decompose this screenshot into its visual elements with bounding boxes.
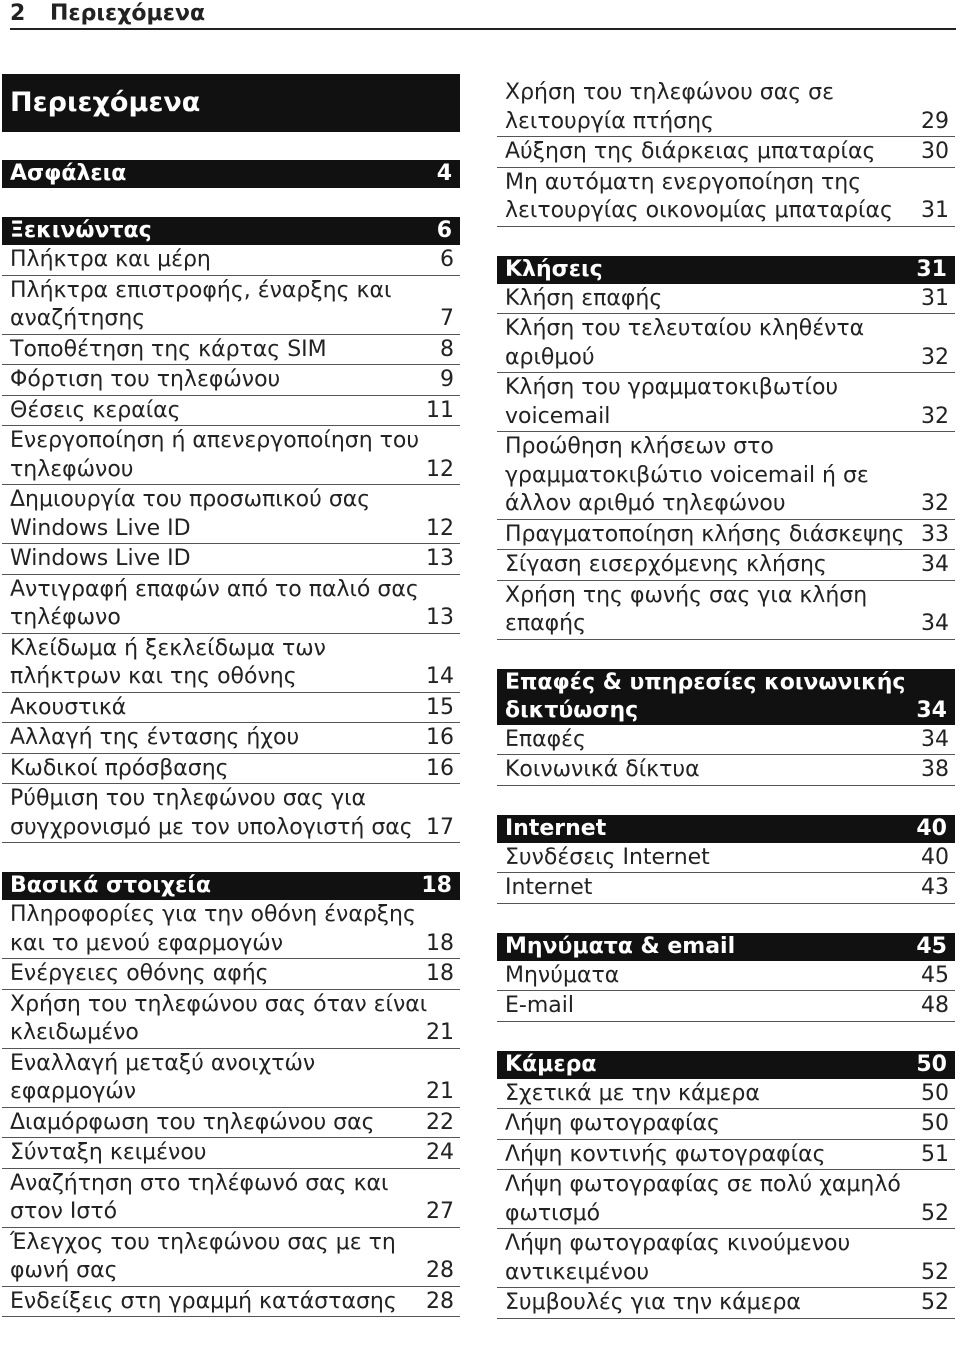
entry-last-line [505, 285, 949, 314]
entry-title-line: Ενεργοποίηση ή απενεργοποίηση του [10, 428, 420, 453]
toc-entry [2, 545, 460, 575]
entry-page: 32 [921, 403, 949, 429]
entry-title-line: Χρήση της φωνής σας για κλήση [505, 582, 868, 608]
toc-entry [497, 1171, 955, 1229]
entry-title-line: Windows Live ID [10, 515, 191, 541]
entry-last-line [10, 1019, 454, 1048]
entry-last-line [505, 1110, 949, 1139]
entry-last-line [10, 397, 454, 426]
entry-title-line: Λήψη φωτογραφίας [505, 1111, 720, 1136]
toc-entry [2, 901, 460, 959]
section-title-cont: δικτύωσης [505, 697, 639, 723]
entry-last-line [505, 726, 949, 755]
toc-section [497, 815, 955, 904]
entry-last-line [505, 490, 949, 519]
entry-page: 16 [426, 755, 454, 781]
entry-title-line: κλειδωμένο [10, 1020, 139, 1045]
entry-page: 33 [921, 521, 949, 547]
entry-page: 43 [921, 875, 949, 900]
entry-page: 9 [440, 367, 454, 392]
toc-right-column [497, 78, 955, 1348]
toc-entry [2, 1229, 460, 1287]
toc-entry [2, 277, 460, 335]
entry-page: 52 [921, 1290, 949, 1315]
entry-title-line: τηλέφωνο [10, 605, 121, 630]
header-title: Περιεχόμενα [50, 1, 206, 26]
section-title: Βασικά στοιχεία [10, 873, 211, 898]
entry-title-line: αναζήτησης [10, 306, 146, 331]
section-heading [497, 669, 955, 725]
entry-title-line: Λήψη κοντινής φωτογραφίας [505, 1141, 826, 1167]
section-heading [2, 217, 460, 245]
toc-section [2, 160, 460, 188]
section-page: 4 [436, 161, 452, 186]
toc-entry [2, 991, 460, 1049]
toc-section [497, 669, 955, 786]
entry-title-line: εφαρμογών [10, 1079, 137, 1104]
entry-page: 21 [426, 1079, 454, 1104]
entry-page: 13 [426, 546, 454, 571]
entry-title-line: Αντιγραφή επαφών από το παλιό σας [10, 576, 419, 602]
entry-last-line [505, 756, 949, 785]
toc-entry [497, 1110, 955, 1140]
toc-entry [497, 551, 955, 581]
section-page: 45 [916, 933, 947, 959]
toc-section [2, 872, 460, 1317]
toc-entry [2, 576, 460, 634]
section-heading [497, 256, 955, 284]
entry-title-line: Πραγματοποίηση κλήσης διάσκεψης [505, 521, 905, 547]
toc-entry [2, 336, 460, 366]
entry-title-line: Λήψη φωτογραφίας σε πολύ χαμηλό [505, 1172, 901, 1197]
toc-entry [497, 1230, 955, 1288]
entry-last-line [505, 197, 949, 226]
section-title: Κάμερα [505, 1051, 597, 1077]
entry-title-line: Αύξηση της διάρκειας μπαταρίας [505, 139, 876, 164]
entry-title-line: Internet [505, 875, 593, 900]
entry-page: 52 [921, 1200, 949, 1226]
entry-last-line [10, 246, 454, 275]
entry-title-line: πλήκτρων και της οθόνης [10, 664, 297, 689]
entry-title-line: Μηνύματα [505, 962, 620, 988]
section-heading [2, 160, 460, 188]
entry-page: 50 [921, 1080, 949, 1106]
entry-title-line: λειτουργίας οικονομίας μπαταρίας [505, 198, 893, 223]
entry-title-line: Κλήση του γραμματοκιβωτίου [505, 375, 839, 400]
toc-section [497, 79, 955, 227]
toc-entry [2, 635, 460, 693]
entry-page: 17 [426, 814, 454, 840]
entry-last-line [10, 1109, 454, 1138]
entry-page: 29 [921, 108, 949, 134]
toc-entry [497, 79, 955, 137]
toc-entry [497, 433, 955, 520]
entry-page: 31 [921, 285, 949, 311]
entry-title-line: voicemail [505, 403, 611, 429]
entry-page: 14 [426, 664, 454, 689]
entry-title-line: Μη αυτόματη ενεργοποίηση της [505, 169, 862, 195]
toc-left-column [2, 74, 460, 1346]
entry-title-line: Πλήκτρα και μέρη [10, 247, 211, 272]
entry-title-line: Χρήση του τηλεφώνου σας σε [505, 80, 834, 105]
entry-title-line: Κλείδωμα ή ξεκλείδωμα των [10, 635, 326, 661]
entry-title-line: φωνή σας [10, 1258, 118, 1283]
entry-title-line: Έλεγχος του τηλεφώνου σας με τη [10, 1229, 396, 1255]
entry-last-line [10, 1078, 454, 1107]
toc-entry [2, 1109, 460, 1139]
entry-last-line [10, 814, 454, 843]
entry-last-line [10, 1257, 454, 1286]
entry-last-line [10, 604, 454, 633]
entry-title-line: Προώθηση κλήσεων στο [505, 434, 774, 459]
entry-page: 28 [426, 1258, 454, 1283]
entry-last-line [10, 545, 454, 574]
entry-last-line [505, 1289, 949, 1318]
section-title: Ασφάλεια [10, 161, 127, 186]
entry-page: 15 [426, 694, 454, 720]
entry-title-line: Ενέργειες οθόνης αφής [10, 961, 269, 986]
toc-entry [2, 1170, 460, 1228]
entry-page: 27 [426, 1199, 454, 1224]
toc-entry [2, 427, 460, 485]
entry-title-line: Windows Live ID [10, 546, 191, 571]
entry-last-line [10, 1139, 454, 1168]
entry-title-line: στον Ιστό [10, 1199, 118, 1224]
toc-section [497, 933, 955, 1022]
toc-entry [497, 1289, 955, 1319]
entry-last-line [505, 403, 949, 432]
section-page: 50 [916, 1051, 947, 1077]
entry-title-line: Συνδέσεις Internet [505, 844, 710, 870]
section-page: 6 [436, 218, 452, 243]
entry-title-line: Πλήκτρα επιστροφής, έναρξης και [10, 277, 392, 303]
entry-page: 32 [921, 344, 949, 370]
entry-page: 38 [921, 757, 949, 782]
entry-title-line: Ακουστικά [10, 694, 127, 720]
entry-page: 11 [426, 397, 454, 423]
entry-page: 52 [921, 1259, 949, 1285]
entry-title-line: E-mail [505, 993, 574, 1018]
right-sections [497, 79, 955, 1319]
section-heading [2, 872, 460, 900]
toc-entry [2, 1139, 460, 1169]
entry-last-line [10, 755, 454, 784]
toc-entry [2, 246, 460, 276]
section-heading [497, 815, 955, 843]
entry-last-line [10, 366, 454, 395]
section-page: 40 [916, 815, 947, 841]
entry-last-line [10, 305, 454, 334]
entry-title-line: Δημιουργία του προσωπικού σας [10, 487, 371, 512]
entry-page: 22 [426, 1109, 454, 1135]
entry-page: 32 [921, 491, 949, 516]
toc-entry [497, 374, 955, 432]
entry-last-line [10, 724, 454, 753]
entry-title-line: Κωδικοί πρόσβασης [10, 755, 229, 781]
toc-entry [497, 169, 955, 227]
entry-title-line: τηλεφώνου [10, 456, 134, 482]
section-heading-line [505, 669, 947, 697]
entry-page: 48 [921, 993, 949, 1018]
entry-last-line [505, 610, 949, 639]
entry-last-line [505, 344, 949, 373]
entry-last-line [505, 1080, 949, 1109]
toc-entry [2, 960, 460, 990]
entry-last-line [10, 1288, 454, 1317]
entry-page: 34 [921, 611, 949, 636]
entry-last-line [505, 551, 949, 580]
toc-entry [2, 1050, 460, 1108]
entry-page: 34 [921, 726, 949, 752]
entry-title-line: Σίγαση εισερχόμενης κλήσης [505, 552, 827, 577]
section-page: 31 [916, 256, 947, 282]
entry-page: 12 [426, 456, 454, 482]
toc-entry [2, 755, 460, 785]
toc-entry [2, 366, 460, 396]
toc-entry [2, 397, 460, 427]
entry-page: 12 [426, 515, 454, 541]
entry-title-line: Λήψη φωτογραφίας κινούμενου [505, 1231, 851, 1256]
entry-last-line [505, 844, 949, 873]
entry-last-line [505, 521, 949, 550]
toc-entry [497, 138, 955, 168]
entry-page: 50 [921, 1111, 949, 1136]
section-title: Μηνύματα & email [505, 933, 736, 959]
entry-last-line [10, 336, 454, 365]
entry-title-line: Αλλαγή της έντασης ήχου [10, 725, 300, 750]
section-page: 18 [421, 873, 452, 898]
toc-section [2, 217, 460, 843]
entry-last-line [505, 992, 949, 1021]
entry-page: 34 [921, 552, 949, 577]
entry-title-line: Αναζήτηση στο τηλέφωνό σας και [10, 1170, 389, 1196]
toc-entry [2, 785, 460, 843]
entry-title-line: Κλήση επαφής [505, 285, 663, 311]
entry-last-line [10, 515, 454, 544]
toc-entry [497, 874, 955, 904]
page-header [10, 0, 956, 30]
toc-entry [2, 1288, 460, 1318]
entry-title-line: Φόρτιση του τηλεφώνου [10, 367, 281, 392]
entry-title-line: Ρύθμιση του τηλεφώνου σας για [10, 786, 367, 811]
entry-title-line: άλλον αριθμό τηλεφώνου [505, 491, 786, 516]
section-heading [497, 933, 955, 961]
entry-title-line: και το μενού εφαρμογών [10, 930, 284, 956]
section-title: Internet [505, 815, 607, 841]
section-title: Επαφές & υπηρεσίες κοινωνικής [505, 669, 906, 695]
entry-last-line [505, 1259, 949, 1288]
toc-entry [497, 521, 955, 551]
toc-section [497, 256, 955, 640]
entry-page: 7 [440, 306, 454, 331]
entry-page: 28 [426, 1288, 454, 1314]
entry-title-line: Τοποθέτηση της κάρτας SIM [10, 336, 327, 362]
entry-title-line: λειτουργία πτήσης [505, 108, 714, 134]
section-title: Ξεκινώντας [10, 218, 152, 243]
entry-title-line: Χρήση του τηλεφώνου σας όταν είναι [10, 991, 428, 1017]
entry-title-line: γραμματοκιβώτιο voicemail ή σε [505, 462, 869, 488]
entry-title-line: Σύνταξη κειμένου [10, 1140, 207, 1165]
toc-entry [497, 1080, 955, 1110]
entry-title-line: Συμβουλές για την κάμερα [505, 1290, 801, 1315]
entry-last-line [505, 1141, 949, 1170]
entry-title-line: συγχρονισμό με τον υπολογιστή σας [10, 814, 413, 840]
toc-entry [2, 486, 460, 544]
page-number: 2 [10, 1, 26, 26]
toc-entry [2, 724, 460, 754]
toc-entry [497, 315, 955, 373]
entry-title-line: Εναλλαγή μεταξύ ανοιχτών [10, 1050, 316, 1076]
entry-page: 31 [921, 198, 949, 223]
entry-page: 30 [921, 139, 949, 164]
entry-title-line: Διαμόρφωση του τηλεφώνου σας [10, 1109, 375, 1135]
section-title: Κλήσεις [505, 256, 603, 282]
entry-page: 45 [921, 962, 949, 988]
entry-last-line [10, 960, 454, 989]
section-heading-line [505, 697, 947, 725]
toc-entry [497, 756, 955, 786]
entry-title-line: Κοινωνικά δίκτυα [505, 757, 700, 782]
entry-title-line: Κλήση του τελευταίου κληθέντα [505, 316, 865, 341]
entry-title-line: επαφής [505, 611, 587, 636]
entry-page: 18 [426, 930, 454, 956]
entry-page: 13 [426, 605, 454, 630]
entry-title-line: Ενδείξεις στη γραμμή κατάστασης [10, 1288, 397, 1314]
entry-last-line [505, 874, 949, 903]
entry-title-line: Θέσεις κεραίας [10, 397, 181, 423]
entry-last-line [505, 1200, 949, 1229]
entry-page: 16 [426, 725, 454, 750]
section-page: 34 [916, 697, 947, 723]
toc-entry [497, 726, 955, 756]
toc-entry [497, 1141, 955, 1171]
entry-last-line [10, 1198, 454, 1227]
entry-page: 6 [440, 247, 454, 272]
entry-last-line [505, 108, 949, 137]
entry-title-line: αντικειμένου [505, 1259, 650, 1285]
entry-last-line [10, 456, 454, 485]
toc-section [497, 1051, 955, 1319]
entry-last-line [10, 663, 454, 692]
section-heading [497, 1051, 955, 1079]
entry-page: 18 [426, 961, 454, 986]
toc-entry [497, 285, 955, 315]
entry-last-line [10, 694, 454, 723]
entry-page: 21 [426, 1020, 454, 1045]
entry-page: 51 [921, 1141, 949, 1167]
entry-last-line [505, 962, 949, 991]
entry-title-line: Επαφές [505, 726, 586, 752]
toc-title: Περιεχόμενα [2, 74, 460, 132]
toc-entry [2, 694, 460, 724]
entry-last-line [505, 138, 949, 167]
entry-title-line: φωτισμό [505, 1200, 601, 1226]
toc-entry [497, 992, 955, 1022]
entry-title-line: Σχετικά με την κάμερα [505, 1080, 760, 1106]
entry-title-line: αριθμού [505, 344, 595, 370]
toc-entry [497, 582, 955, 640]
entry-page: 40 [921, 844, 949, 870]
toc-entry [497, 844, 955, 874]
entry-title-line: Πληροφορίες για την οθόνη έναρξης [10, 902, 416, 927]
left-sections [2, 160, 460, 1317]
entry-last-line [10, 930, 454, 959]
entry-page: 24 [426, 1140, 454, 1165]
toc-entry [497, 962, 955, 992]
entry-page: 8 [440, 336, 454, 362]
